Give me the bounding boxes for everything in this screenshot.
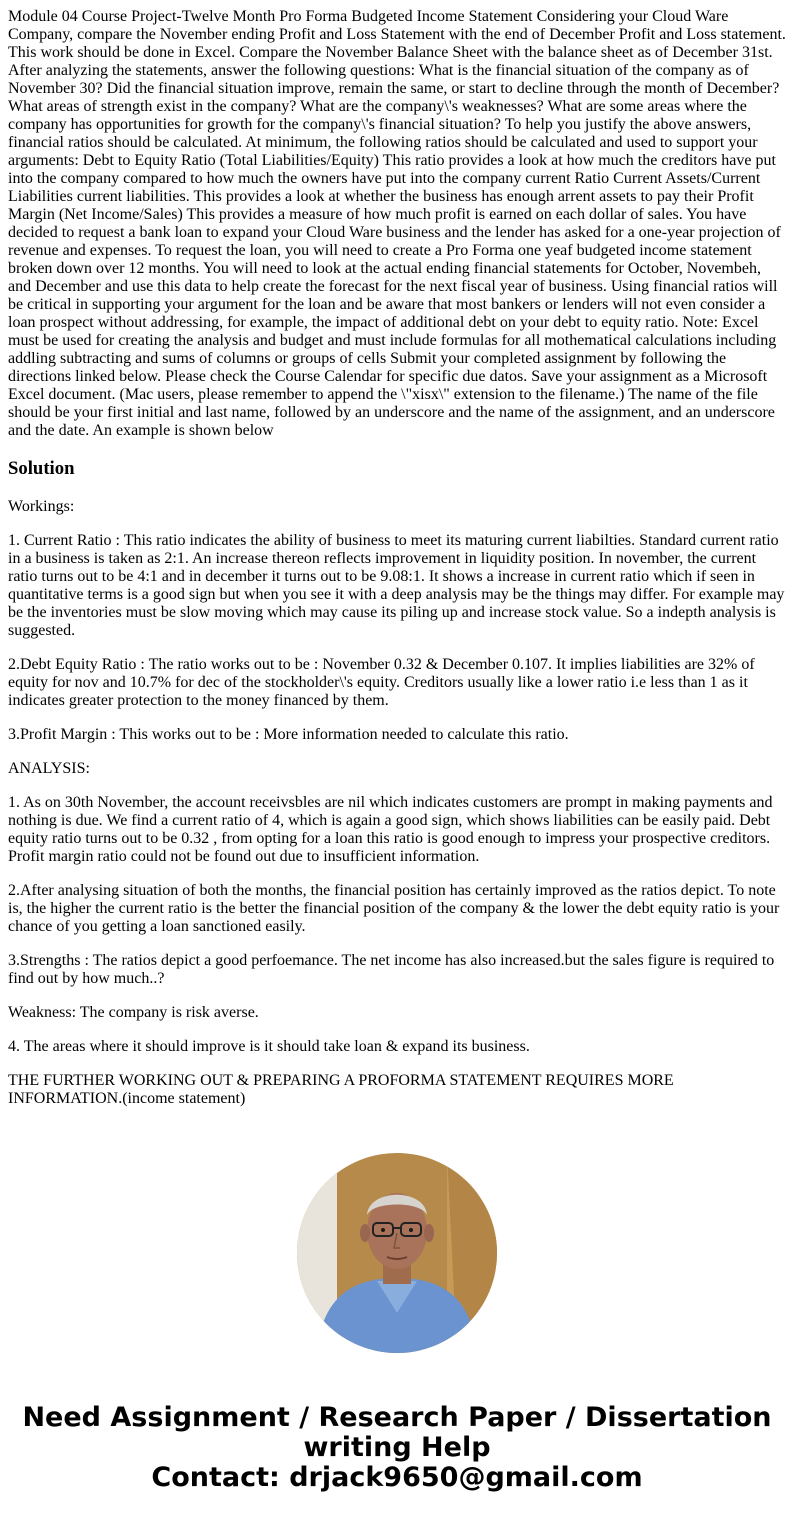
question-text: Module 04 Course Project-Twelve Month Pro Forma Budgeted Income Statement Considering your Cloud Ware Company, compare the November ending Profit and Loss Statement with the end of December Profit and Loss statement. This work should be done in Excel. Compare the November Balance Sheet with the balance sheet as of December 31st. After analyzing the statements, answer the following questions: What is the financial situation of the company as of November 30? Did the financial situation improve, remain the same, or start to decline through the month of December? What areas of strength exist in the company? What are the company\'s weaknesses? What are some areas where the company has opportunities for growth for the company\'s financial situation? To help you justify the above answers, financial ratios should be calculated. At minimum, the following ratios should be calculated and used to support your arguments: Debt to Equity Ratio (Total Liabilities/Equity) This ratio provides a look at how much the creditors have put into the company compared to how much the owners have put into the company current Ratio Current Assets/Current Liabilities current liabilities. This provides a look at whether the business has enough arrent assets to pay their Profit Margin (Net Income/Sales) This provides a measure of how much profit is earned on each dollar of sales. You have decided to request a bank loan to expand your Cloud Ware business and the lender has asked for a one-year projection of revenue and expenses. To request the loan, you will need to create a Pro Forma one yeaf budgeted income statement broken down over 12 months. You will need to look at the actual ending financial statements for October, Novembeh, and December and use this data to help create the forecast for the next fiscal year of business. Using financial ratios will be critical in supporting your argument for the loan and be aware that most bankers or lenders will not even consider a loan prospect without addressing, for example, the impact of additional debt on your debt to equity ratio. Note: Excel must be used for creating the analysis and budget and must include formulas for all mothematical calculations including addling subtracting and sums of columns or groups of cells Submit your completed assignment by following the directions linked below. Please check the Course Calendar for specific due datos. Save your assignment as a Microsoft Excel document. (Mac users, please remember to append the \"xisx\" extension to the filename.) The name of the file should be your first initial and last name, followed by an underscore and the name of the assignment, and an underscore and the date. An example is shown below [8, 8, 786, 439]
solution-paragraph: 2.After analysing situation of both the months, the financial position has certainly improved as the ratios depict. To note is, the higher the current ratio is the better the financial position of the company & the lower the debt equity ratio is your chance of you getting a loan sanctioned easily. [8, 882, 780, 935]
solution-paragraph: 3.Strengths : The ratios depict a good perfoemance. The net income has also increased.but the sales figure is required to find out by how much..? [8, 952, 775, 987]
footer-line: writing Help [303, 1432, 491, 1463]
solution-paragraph: 1. Current Ratio : This ratio indicates the ability of business to meet its maturing current liabilties. Standard current ratio in a business is taken as 2:1. An increase thereon reflects improvement in liquidity position. In november, the current ratio turns out to be 4:1 and in december it turns out to be 9.08:1. It shows a increase in current ratio which if seen in quantitative terms is a good sign but when you see it with a deep analysis may be the things may differ. For example may be the inventories must be slow moving which may cause its piling up and increase stock value. So a indepth analysis is suggested. [8, 532, 785, 639]
solution-paragraph: 4. The areas where it should improve is it should take loan & expand its business. [8, 1038, 530, 1055]
solution-paragraph: ANALYSIS: [8, 760, 90, 777]
footer-email: Contact: drjack9650@gmail.com [151, 1462, 643, 1493]
solution-paragraph: THE FURTHER WORKING OUT & PREPARING A PROFORMA STATEMENT REQUIRES MORE INFORMATION.(income statement) [8, 1072, 674, 1107]
footer-contact [0, 1403, 794, 1493]
solution-body [8, 498, 786, 1108]
solution-paragraph: Weakness: The company is risk averse. [8, 1004, 259, 1021]
solution-paragraph: 2.Debt Equity Ratio : The ratio works out to be : November 0.32 & December 0.107. It implies liabilities are 32% of equity for nov and 10.7% for dec of the stockholder\'s equity. Creditors usually like a lower ratio i.e less than 1 as it indicates greater protection to the money financed by them. [8, 656, 755, 709]
solution-heading: Solution [8, 458, 75, 479]
solution-paragraph: 1. As on 30th November, the account receivsbles are nil which indicates customers are prompt in making payments and nothing is due. We find a current ratio of 4, which is again a good sign, which shows liabilities can be easily paid. Debt equity ratio turns out to be 0.32 , from opting for a loan this ratio is good enough to impress your prospective creditors. Profit margin ratio could not be found out due to insufficient information. [8, 794, 773, 865]
solution-paragraph: Workings: [8, 498, 75, 515]
tutor-avatar-icon [297, 1153, 497, 1353]
footer-line: Need Assignment / Research Paper / Dissertation [22, 1402, 772, 1433]
solution-paragraph: 3.Profit Margin : This works out to be : More information needed to calculate this ratio. [8, 726, 569, 743]
tutor-photo [297, 1153, 497, 1353]
